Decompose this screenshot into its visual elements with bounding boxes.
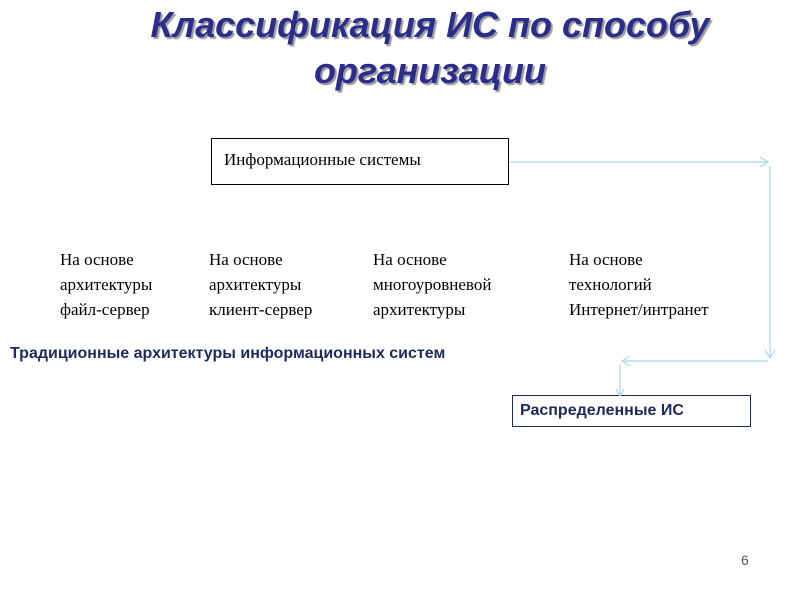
category-line: На основе (60, 250, 134, 269)
category-line: На основе (209, 250, 283, 269)
traditional-architectures-label: Традиционные архитектуры информационных систем (10, 345, 446, 362)
category-line: На основе (373, 250, 447, 269)
category-line: технологий (569, 275, 652, 294)
category-line: На основе (569, 250, 643, 269)
category-line: файл-сервер (60, 300, 150, 319)
category-line: многоуровневой (373, 275, 492, 294)
category-line: архитектуры (209, 275, 302, 294)
page-number: 6 (741, 552, 749, 568)
slide-title-line-1: Классификация ИС по способу (150, 4, 710, 45)
root-node-label: Информационные системы (224, 150, 421, 169)
category-line: архитектуры (373, 300, 466, 319)
category-line: клиент-сервер (209, 300, 313, 319)
category-line: Интернет/интранет (569, 300, 709, 319)
distributed-is-label: Распределенные ИС (520, 402, 684, 419)
slide-title-line-2: организации (313, 50, 547, 91)
category-line: архитектуры (60, 275, 153, 294)
